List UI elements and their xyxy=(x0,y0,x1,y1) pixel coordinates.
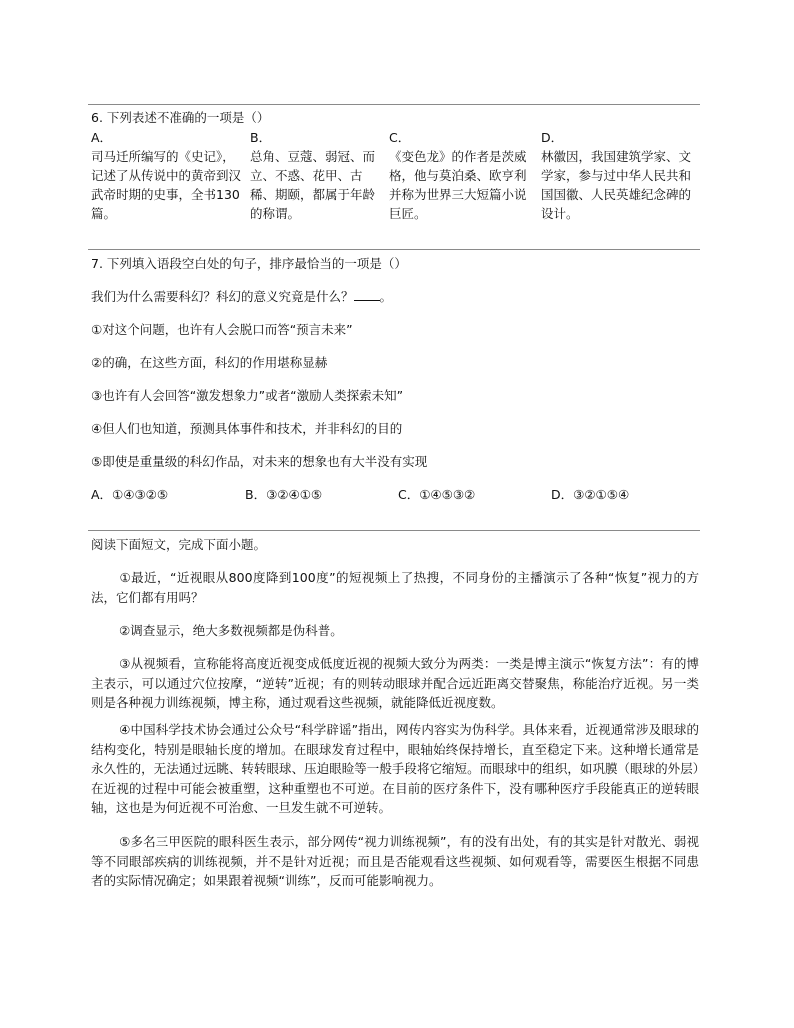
q7-stem: 7. 下列填入语段空白处的句子，排序最恰当的一项是（） xyxy=(91,256,407,271)
q7-item-4: ④但人们也知道，预测具体事件和技术，并非科幻的目的 xyxy=(91,421,403,436)
q7-choice-a: A．①④③②⑤ xyxy=(91,487,169,502)
q6-option-a-text: 司马迁所编写的《史记》，记述了从传说中的黄帝到汉武帝时期的史事，全书130篇。 xyxy=(91,149,242,221)
paragraph-text: ④中国科学技术协会通过公众号“科学辟谣”指出，网传内容实为伪科学。具体来看，近视通常涉及眼球的结构变化，特别是眼轴长度的增加。在眼球发育过程中，眼轴始终保持增长，直至稳定下来。这种增长通常是永久性的，无法通过远眺、转转眼球、压迫眼睑等一般手段将它缩短。而眼球中的组织，如巩膜（眼球的外层）在近视的过程中可能会被重塑，这种重塑也不可逆。在目前的医疗条件下，没有哪种医疗手段能真正的逆转眼轴，这也是为何近视不可治愈、一旦发生就不可逆转。 xyxy=(91,722,699,815)
divider-q7 xyxy=(88,249,700,250)
q6-option-d-label: D． xyxy=(541,130,564,145)
q6-option-a-label: A． xyxy=(91,130,113,145)
reading-paragraph-1 xyxy=(91,568,699,607)
reading-instruction: 阅读下面短文，完成下面小题。 xyxy=(91,537,267,552)
q6-stem: 6. 下列表述不准确的一项是（） xyxy=(91,110,270,125)
q7-choice-d: D．③②①⑤④ xyxy=(551,487,630,502)
q6-option-b-label: B． xyxy=(250,130,272,145)
q6-option-c-label: C． xyxy=(389,130,411,145)
q7-item-3: ③也许有人会回答“激发想象力”或者“激励人类探索未知” xyxy=(91,388,404,403)
divider-reading xyxy=(88,530,700,531)
q7-choice-c: C．①④⑤③② xyxy=(398,487,476,502)
reading-paragraph-5 xyxy=(91,832,699,891)
q7-lead-end: 。 xyxy=(379,289,393,304)
paragraph-text: ⑤多名三甲医院的眼科医生表示，部分网传“视力训练视频”，有的没有出处，有的其实是针对散光、弱视等不同眼部疾病的训练视频，并不是针对近视；而且是否能观看这些视频、如何观看等，需要医生根据不同患者的实际情况确定；如果跟着视频“训练”，反而可能影响视力。 xyxy=(91,834,699,888)
q7-lead-text: 我们为什么需要科幻？科幻的意义究竟是什么？ xyxy=(91,289,354,304)
q7-lead xyxy=(91,289,392,305)
q6-option-d-text: 林徽因，我国建筑学家、文学家，参与过中华人民共和国国徽、人民英雄纪念碑的设计。 xyxy=(541,149,692,221)
paragraph-text: ②调查显示，绝大多数视频都是伪科普。 xyxy=(119,623,343,638)
reading-paragraph-4 xyxy=(91,720,699,818)
q7-item-1: ①对这个问题，也许有人会脱口而答“预言未来” xyxy=(91,322,353,337)
paragraph-text: ①最近，“近视眼从800度降到100度”的短视频上了热搜，不同身份的主播演示了各种“恢复”视力的方法，它们都有用吗？ xyxy=(91,570,699,605)
divider-top xyxy=(88,104,700,105)
reading-paragraph-3 xyxy=(91,654,699,713)
reading-paragraph-2 xyxy=(91,621,699,641)
q7-blank xyxy=(354,289,380,301)
q7-item-5: ⑤即使是重量级的科幻作品，对未来的想象也有大半没有实现 xyxy=(91,454,428,469)
q6-option-b-text: 总角、豆蔻、弱冠、而立、不惑、花甲、古稀、期颐，都属于年龄的称谓。 xyxy=(250,149,376,221)
q6-option-c-text: 《变色龙》的作者是茨威格，他与莫泊桑、欧亨利并称为世界三大短篇小说巨匠。 xyxy=(389,149,527,221)
paragraph-text: ③从视频看，宣称能将高度近视变成低度近视的视频大致分为两类：一类是博主演示“恢复方法”：有的博主表示，可以通过穴位按摩，“逆转”近视；有的则转动眼球并配合远近距离交替聚焦，称能治疗近视。另一类则是各种视力训练视频，博主称，通过观看这些视频，就能降低近视度数。 xyxy=(91,656,699,710)
q7-choice-b: B．③②④①⑤ xyxy=(245,487,323,502)
q7-item-2: ②的确，在这些方面，科幻的作用堪称显赫 xyxy=(91,355,328,370)
